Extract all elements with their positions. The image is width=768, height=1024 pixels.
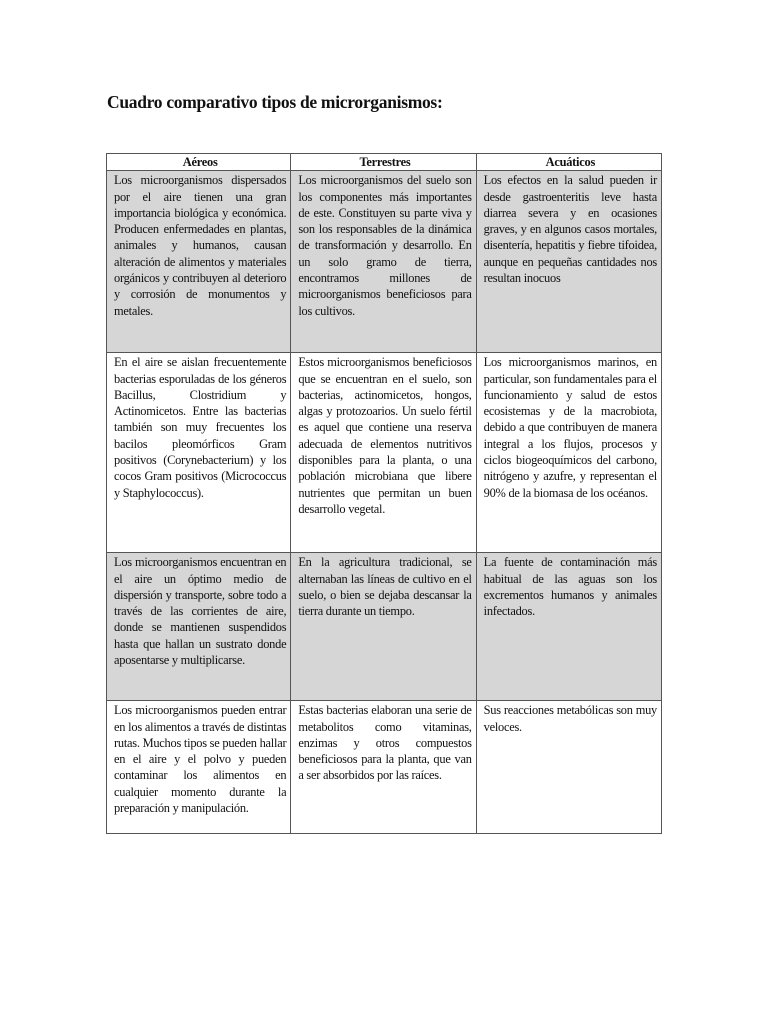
header-acuaticos: Acuáticos [476, 154, 661, 171]
table-row [107, 553, 662, 701]
cell-aereos: Los microorganismos pueden entrar en los alimentos a través de distintas rutas. Muchos tipos se pueden hallar en el aire y el polvo y pueden contaminar los alimentos en cualquier momento durante la preparación y manipulación. [107, 701, 291, 834]
cell-aereos: En el aire se aislan frecuentemente bacterias esporuladas de los géneros Bacillus, Clostridium y Actinomicetos. Entre las bacterias también son muy frecuentes los bacilos pleomórficos Gram positivos (Corynebacterium) y los cocos Gram positivos (Micrococcus y Staphylococcus). [107, 353, 291, 553]
cell-terrestres: Los microorganismos del suelo son los componentes más importantes de este. Constituyen su parte viva y son los responsables de la dinámica de transformación y desarrollo. En un solo gramo de tierra, encontramos millones de microorganismos beneficiosos para los cultivos. [291, 171, 476, 353]
cell-acuaticos: Sus reacciones metabólicas son muy veloces. [476, 701, 661, 834]
table-row [107, 353, 662, 553]
table-row [107, 171, 662, 353]
header-aereos: Aéreos [107, 154, 291, 171]
cell-terrestres: Estos microorganismos beneficiosos que se encuentran en el suelo, son bacterias, actinomicetos, hongos, algas y protozoarios. Un suelo fértil es aquel que contiene una reserva adecuada de elementos nutritivos disponibles para la planta, o una población microbiana que libere nutrientes que permitan un buen desarrollo vegetal. [291, 353, 476, 553]
cell-acuaticos: Los microorganismos marinos, en particular, son fundamentales para el funcionamiento y salud de estos ecosistemas y de la macrobiota, debido a que contribuyen de manera integral a los flujos, procesos y ciclos biogeoquímicos del carbono, nitrógeno y azufre, y representan el 90% de la biomasa de los océanos. [476, 353, 661, 553]
cell-acuaticos: Los efectos en la salud pueden ir desde gastroenteritis leve hasta diarrea severa y en ocasiones graves, y en algunos casos mortales, disentería, hepatitis y fiebre tifoidea, aunque en pequeñas cantidades nos resultan inocuos [476, 171, 661, 353]
cell-aereos: Los microorganismos dispersados por el aire tienen una gran importancia biológica y económica. Producen enfermedades en plantas, animales y humanos, causan alteración de alimentos y materiales orgánicos y contribuyen al deterioro y corrosión de monumentos y metales. [107, 171, 291, 353]
table-header-row [107, 154, 662, 171]
header-terrestres: Terrestres [291, 154, 476, 171]
page-title: Cuadro comparativo tipos de microrganismos: [107, 92, 443, 112]
cell-aereos: Los microorganismos encuentran en el aire un óptimo medio de dispersión y transporte, sobre todo a través de las corrientes de aire, donde se mantienen suspendidos hasta que hallan un sustrato donde aposentarse y multiplicarse. [107, 553, 291, 701]
cell-terrestres: En la agricultura tradicional, se alternaban las líneas de cultivo en el suelo, o bien se dejaba descansar la tierra durante un tiempo. [291, 553, 476, 701]
comparison-table [106, 153, 662, 834]
table-row [107, 701, 662, 834]
cell-terrestres: Estas bacterias elaboran una serie de metabolitos como vitaminas, enzimas y otros compuestos beneficiosos para la planta, que van a ser absorbidos por las raíces. [291, 701, 476, 834]
cell-acuaticos: La fuente de contaminación más habitual de las aguas son los excrementos humanos y animales infectados. [476, 553, 661, 701]
